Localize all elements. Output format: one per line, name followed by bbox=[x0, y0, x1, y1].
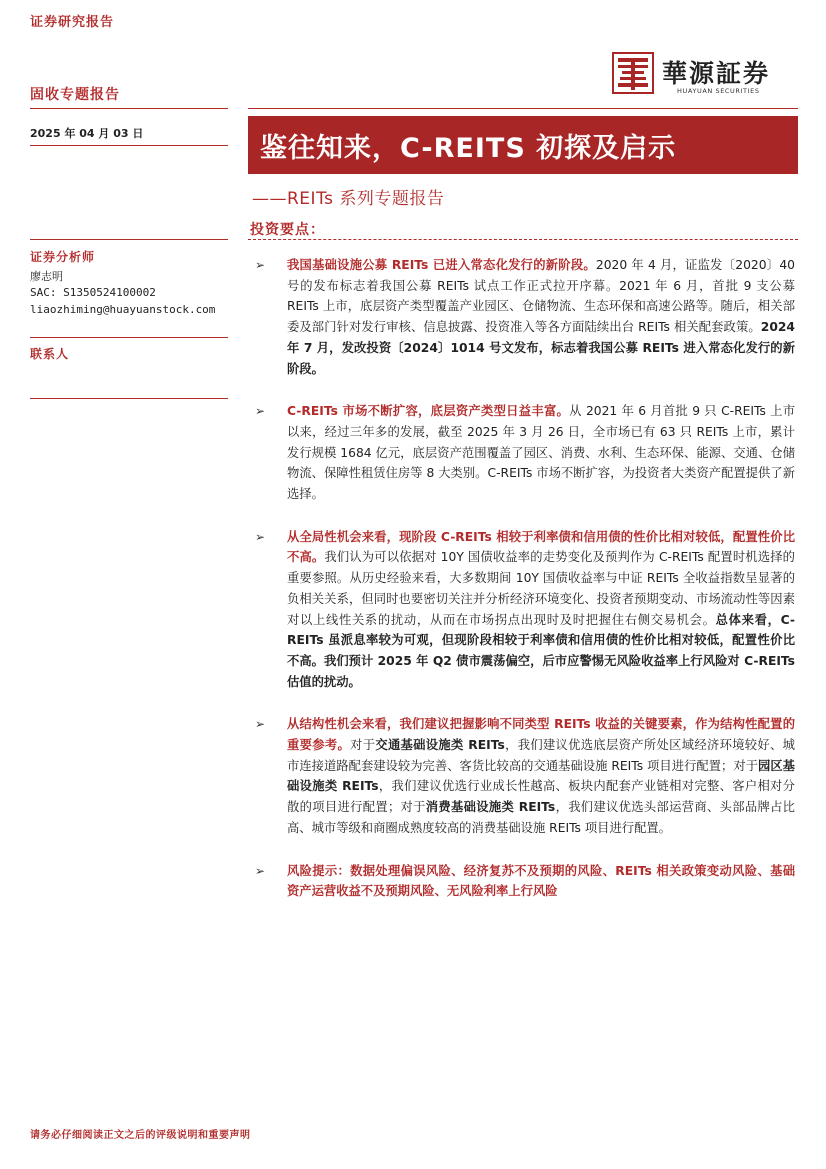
bullet-text-segment: C-REITs 市场不断扩容，底层资产类型日益丰富。 bbox=[287, 404, 570, 419]
analyst-label: 证券分析师 bbox=[30, 250, 96, 264]
bullet-text-segment: ，我们建议优选头部运营商、头部品牌占比高、城市等级和商圈成熟度较高的消费基础设施 REITs 项目进行配置。 bbox=[287, 800, 795, 835]
bullet-text-segment: 交通基础设施类 REITs bbox=[375, 738, 505, 753]
analyst-name: 廖志明 bbox=[30, 270, 63, 283]
bullet-text-segment: 从全局性机会来看，现阶段 C-REITs 相较于利率债和信用债的性价比相对较低，配置性价比不高。 bbox=[287, 529, 795, 565]
list-item bbox=[255, 714, 795, 838]
bullet-text-segment: 消费基础设施类 REITs bbox=[425, 800, 556, 815]
arrow-bullet-icon: ➢ bbox=[255, 404, 266, 419]
list-item bbox=[255, 255, 795, 379]
divider bbox=[30, 337, 228, 338]
bullet-text-segment: 从结构性机会来看，我们建议把握影响不同类型 REITs 收益的关键要素，作为结构性配置的重要参考。 bbox=[287, 717, 795, 753]
divider bbox=[30, 398, 228, 399]
contact-label: 联系人 bbox=[30, 347, 70, 361]
divider bbox=[248, 108, 798, 109]
divider bbox=[248, 239, 798, 240]
bullet-text-segment: 2020 年 4 月，证监发〔2020〕40 号的发布标志着我国公募 REITs 试点工作正式拉开序幕。2021 年 6 月，首批 9 支公募 REITs 上市，底层资产类型覆盖产业园区、仓储物流、生态环保和高速公路等。随后，相关部委及部门针对发行审核、信息披露、投资准入等各方面陆续出台 REITs 相关配套政策。 bbox=[287, 258, 795, 335]
arrow-bullet-icon: ➢ bbox=[255, 717, 266, 732]
bullet-text-segment: 总体来看，C-REITs 虽派息率较为可观，但现阶段相较于利率债和信用债的性价比相对较低，配置性价比不高。我们预计 2025 年 Q2 债市震荡偏空，后市应警惕无风险收益率上行风险对 C-REITs 估值的扰动。 bbox=[287, 612, 795, 689]
bullet-text-segment: 风险提示：数据处理偏误风险、经济复苏不及预期的风险、REITs 相关政策变动风险、基础资产运营收益不及预期风险、无风险利率上行风险 bbox=[287, 863, 795, 899]
key-points-list bbox=[255, 255, 795, 924]
bullet-text-segment: 从 2021 年 6 月首批 9 只 C-REITs 上市以来，经过三年多的发展，截至 2025 年 3 月 26 日，全市场已有 63 只 REITs 上市，累计发行规模 1684 亿元，底层资产范围覆盖了园区、消费、水利、生态环保、能源、交通、仓储物流、保障性租赁住房等 8 大类别。C-REITs 市场不断扩容，为投资者大类资产配置提供了新选择。 bbox=[287, 404, 796, 502]
bullet-text-segment: 园区基础设施类 REITs bbox=[287, 758, 795, 794]
arrow-bullet-icon: ➢ bbox=[255, 863, 266, 878]
doc-type-label: 证券研究报告 bbox=[30, 15, 115, 30]
logo-text-en: HUAYUAN SECURITIES bbox=[677, 87, 760, 95]
arrow-bullet-icon: ➢ bbox=[255, 529, 266, 544]
footer-disclaimer: 请务必仔细阅读正文之后的评级说明和重要声明 bbox=[30, 1130, 251, 1141]
bullet-text-segment: 我国基础设施公募 REITs 已进入常态化发行的新阶段。 bbox=[287, 258, 596, 272]
list-item bbox=[255, 861, 795, 902]
list-item bbox=[255, 401, 795, 505]
page-title: 鉴往知来，C-REITS 初探及启示 bbox=[260, 133, 677, 164]
bullet-text-segment: 我们认为可以依据对 10Y 国债收益率的走势变化及预判作为 C-REITs 配置时机选择的重要参照。从历史经验来看，大多数期间 10Y 国债收益率与中证 REITs 全收益指数呈显著的负相关关系，但同时也要密切关注并分析经济环境变化、投资者预期变动、市场流动性等因素对以上线性关系的扰动，从而在市场拐点出现时及时把握住右侧交易机会。 bbox=[287, 550, 795, 627]
bullet-text-segment: ，我们建议优选底层资产所处区域经济环境较好、城市连接道路配套建设较为完善、客货比较高的交通基础设施 REITs 项目进行配置；对于 bbox=[287, 738, 795, 773]
company-logo bbox=[612, 52, 790, 98]
report-category: 固收专题报告 bbox=[30, 87, 120, 103]
bullet-text-segment: 2024 年 7 月，发改投资〔2024〕1014 号文发布，标志着我国公募 REITs 进入常态化发行的新阶段。 bbox=[287, 320, 795, 376]
list-item bbox=[255, 527, 795, 693]
divider bbox=[30, 108, 228, 109]
analyst-email: liaozhiming@huayuanstock.com bbox=[30, 303, 216, 316]
analyst-sac: SAC: S1350524100002 bbox=[30, 286, 156, 299]
divider bbox=[30, 239, 228, 240]
arrow-bullet-icon: ➢ bbox=[255, 258, 266, 272]
bullet-text-segment: 对于 bbox=[350, 738, 376, 753]
report-date: 2025 年 04 月 03 日 bbox=[30, 127, 144, 140]
logo-text-cn: 華源証券 bbox=[662, 59, 771, 88]
bullet-text-segment: ，我们建议优选行业成长性越高、板块内配套产业链相对完整、客户相对分散的项目进行配置；对于 bbox=[287, 779, 795, 815]
title-banner bbox=[248, 116, 798, 174]
page-subtitle: ——REITs 系列专题报告 bbox=[252, 189, 445, 209]
key-points-heading: 投资要点： bbox=[250, 222, 325, 238]
divider bbox=[30, 145, 228, 146]
huayuan-logo-icon bbox=[612, 52, 654, 94]
